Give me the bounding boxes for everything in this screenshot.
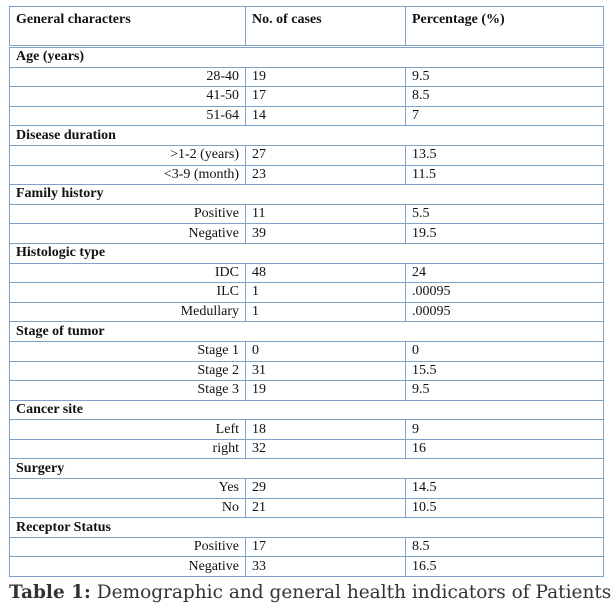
header-percentage: Percentage (%) [406, 7, 604, 47]
caption-label: Table 1: [9, 582, 91, 603]
row-label: Positive [10, 537, 246, 557]
row-percentage: 15.5 [406, 361, 604, 381]
row-label: Positive [10, 204, 246, 224]
table-row [10, 420, 604, 440]
row-percentage: 9.5 [406, 67, 604, 87]
table-row [10, 67, 604, 87]
group-title: Age (years) [10, 47, 604, 68]
table-header-row [10, 7, 604, 47]
table-row [10, 106, 604, 126]
group-row [10, 322, 604, 342]
row-label: >1-2 (years) [10, 145, 246, 165]
table-row [10, 439, 604, 459]
caption-text: Demographic and general health indicators of Patients [90, 582, 612, 603]
row-cases: 11 [246, 204, 406, 224]
row-cases: 23 [246, 165, 406, 185]
row-percentage: 10.5 [406, 498, 604, 518]
row-label: 41-50 [10, 87, 246, 107]
table-row [10, 204, 604, 224]
row-percentage: 19.5 [406, 224, 604, 244]
row-cases: 21 [246, 498, 406, 518]
row-cases: 18 [246, 420, 406, 440]
row-percentage: 9.5 [406, 381, 604, 401]
table-row [10, 537, 604, 557]
group-row [10, 400, 604, 420]
row-cases: 17 [246, 87, 406, 107]
row-cases: 14 [246, 106, 406, 126]
row-cases: 48 [246, 263, 406, 283]
group-row [10, 459, 604, 479]
row-cases: 0 [246, 341, 406, 361]
row-percentage: 5.5 [406, 204, 604, 224]
group-row [10, 126, 604, 146]
characteristics-table [9, 6, 604, 577]
row-cases: 1 [246, 283, 406, 303]
row-cases: 39 [246, 224, 406, 244]
group-title: Surgery [10, 459, 604, 479]
table-row [10, 302, 604, 322]
row-label: 28-40 [10, 67, 246, 87]
row-cases: 33 [246, 557, 406, 577]
table-row [10, 498, 604, 518]
row-cases: 31 [246, 361, 406, 381]
row-label: Negative [10, 224, 246, 244]
row-percentage: 8.5 [406, 537, 604, 557]
table-row [10, 145, 604, 165]
header-general-characters: General characters [10, 7, 246, 47]
row-percentage: 11.5 [406, 165, 604, 185]
row-label: No [10, 498, 246, 518]
table-row [10, 263, 604, 283]
row-label: Negative [10, 557, 246, 577]
row-label: <3-9 (month) [10, 165, 246, 185]
table-row [10, 557, 604, 577]
row-percentage: 8.5 [406, 87, 604, 107]
group-row [10, 47, 604, 68]
row-cases: 17 [246, 537, 406, 557]
row-cases: 29 [246, 479, 406, 499]
group-title: Stage of tumor [10, 322, 604, 342]
row-label: ILC [10, 283, 246, 303]
table-caption [9, 582, 611, 603]
row-percentage: 9 [406, 420, 604, 440]
row-cases: 19 [246, 67, 406, 87]
group-row [10, 518, 604, 538]
row-percentage: 14.5 [406, 479, 604, 499]
row-label: Left [10, 420, 246, 440]
row-percentage: .00095 [406, 302, 604, 322]
row-percentage: 16.5 [406, 557, 604, 577]
row-label: 51-64 [10, 106, 246, 126]
table-row [10, 283, 604, 303]
row-label: Yes [10, 479, 246, 499]
row-label: IDC [10, 263, 246, 283]
group-title: Family history [10, 185, 604, 205]
table-row [10, 165, 604, 185]
group-title: Receptor Status [10, 518, 604, 538]
table-row [10, 341, 604, 361]
row-cases: 32 [246, 439, 406, 459]
row-cases: 1 [246, 302, 406, 322]
row-percentage: 16 [406, 439, 604, 459]
row-percentage: .00095 [406, 283, 604, 303]
table-row [10, 479, 604, 499]
row-cases: 19 [246, 381, 406, 401]
row-label: Stage 3 [10, 381, 246, 401]
table-row [10, 361, 604, 381]
row-percentage: 7 [406, 106, 604, 126]
row-percentage: 0 [406, 341, 604, 361]
header-no-of-cases: No. of cases [246, 7, 406, 47]
row-label: Medullary [10, 302, 246, 322]
group-title: Disease duration [10, 126, 604, 146]
table-row [10, 224, 604, 244]
row-label: Stage 2 [10, 361, 246, 381]
table-row [10, 381, 604, 401]
row-percentage: 24 [406, 263, 604, 283]
table-body [10, 47, 604, 577]
group-title: Histologic type [10, 243, 604, 263]
row-cases: 27 [246, 145, 406, 165]
group-title: Cancer site [10, 400, 604, 420]
row-label: right [10, 439, 246, 459]
group-row [10, 185, 604, 205]
row-label: Stage 1 [10, 341, 246, 361]
group-row [10, 243, 604, 263]
table-row [10, 87, 604, 107]
row-percentage: 13.5 [406, 145, 604, 165]
